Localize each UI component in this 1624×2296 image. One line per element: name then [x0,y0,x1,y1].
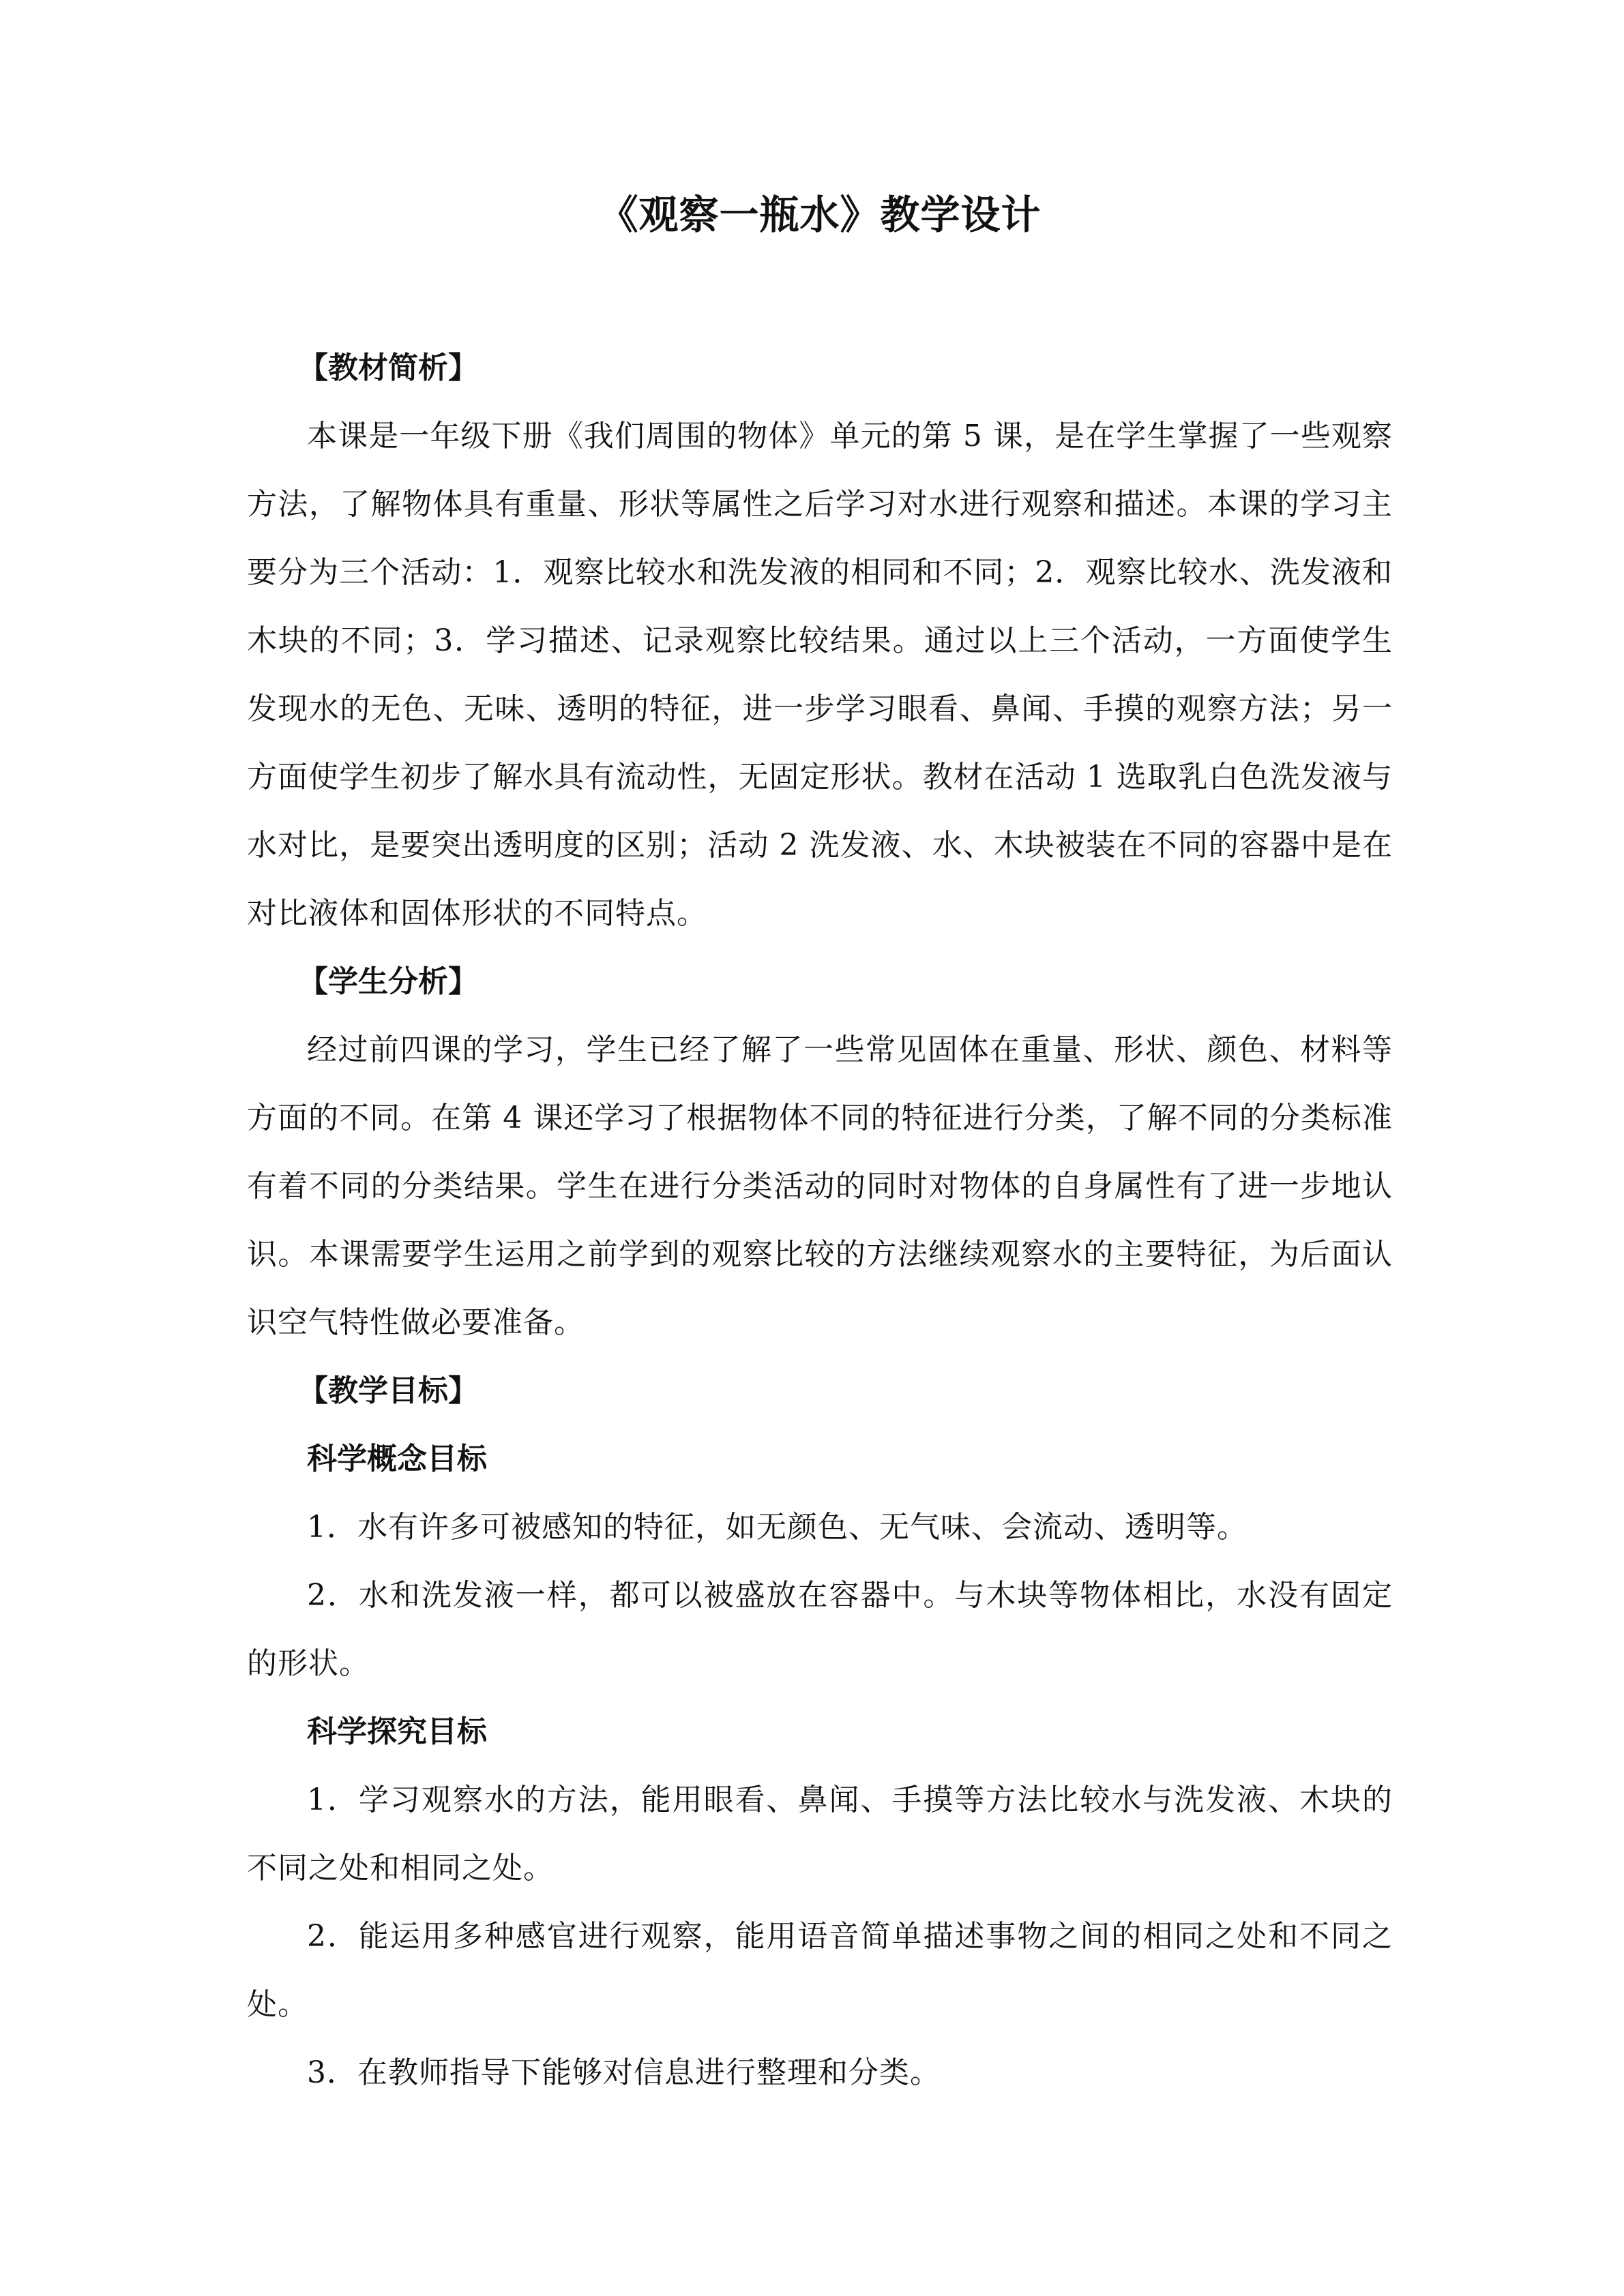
inquiry-goal-item: 3．在教师指导下能够对信息进行整理和分类。 [307,2055,941,2090]
section-heading-material-analysis: 【教材简析】 [298,351,478,385]
inquiry-goal-item: 1．学习观察水的方法，能用眼看、鼻闻、手摸等方法比较水与洗发液、木块的不同之处和相同之处。 [247,1783,1393,1885]
subheading-concept-goals: 科学概念目标 [307,1442,487,1476]
document-title: 《观察一瓶水》教学设计 [598,192,1042,238]
concept-goal-item: 1．水有许多可被感知的特征，如无颜色、无气味、会流动、透明等。 [307,1510,1247,1545]
subheading-inquiry-goals: 科学探究目标 [307,1714,487,1749]
document-body [247,191,1393,2107]
student-analysis-paragraph: 经过前四课的学习，学生已经了解了一些常见固体在重量、形状、颜色、材料等方面的不同。在第 4 课还学习了根据物体不同的特征进行分类，了解不同的分类标准有着不同的分类结果。学生在进行分类活动的同时对物体的自身属性有了进一步地认识。本课需要学生运用之前学到的观察比较的方法继续观察水的主要特征，为后面认识空气特性做必要准备。 [247,1032,1393,1340]
material-analysis-paragraph: 本课是一年级下册《我们周围的物体》单元的第 5 课，是在学生掌握了一些观察方法，了解物体具有重量、形状等属性之后学习对水进行观察和描述。本课的学习主要分为三个活动：1．观察比较水和洗发液的相同和不同；2．观察比较水、洗发液和木块的不同；3．学习描述、记录观察比较结果。通过以上三个活动，一方面使学生发现水的无色、无味、透明的特征，进一步学习眼看、鼻闻、手摸的观察方法；另一方面使学生初步了解水具有流动性，无固定形状。教材在活动 1 选取乳白色洗发液与水对比，是要突出透明度的区别；活动 2 洗发液、水、木块被装在不同的容器中是在对比液体和固体形状的不同特点。 [247,419,1393,931]
section-heading-student-analysis: 【学生分析】 [298,964,478,999]
section-heading-teaching-goals: 【教学目标】 [298,1373,478,1408]
inquiry-goal-item: 2．能运用多种感官进行观察，能用语音简单描述事物之间的相同之处和不同之处。 [247,1919,1393,2022]
concept-goal-item: 2．水和洗发液一样，都可以被盛放在容器中。与木块等物体相比，水没有固定的形状。 [247,1578,1393,1681]
